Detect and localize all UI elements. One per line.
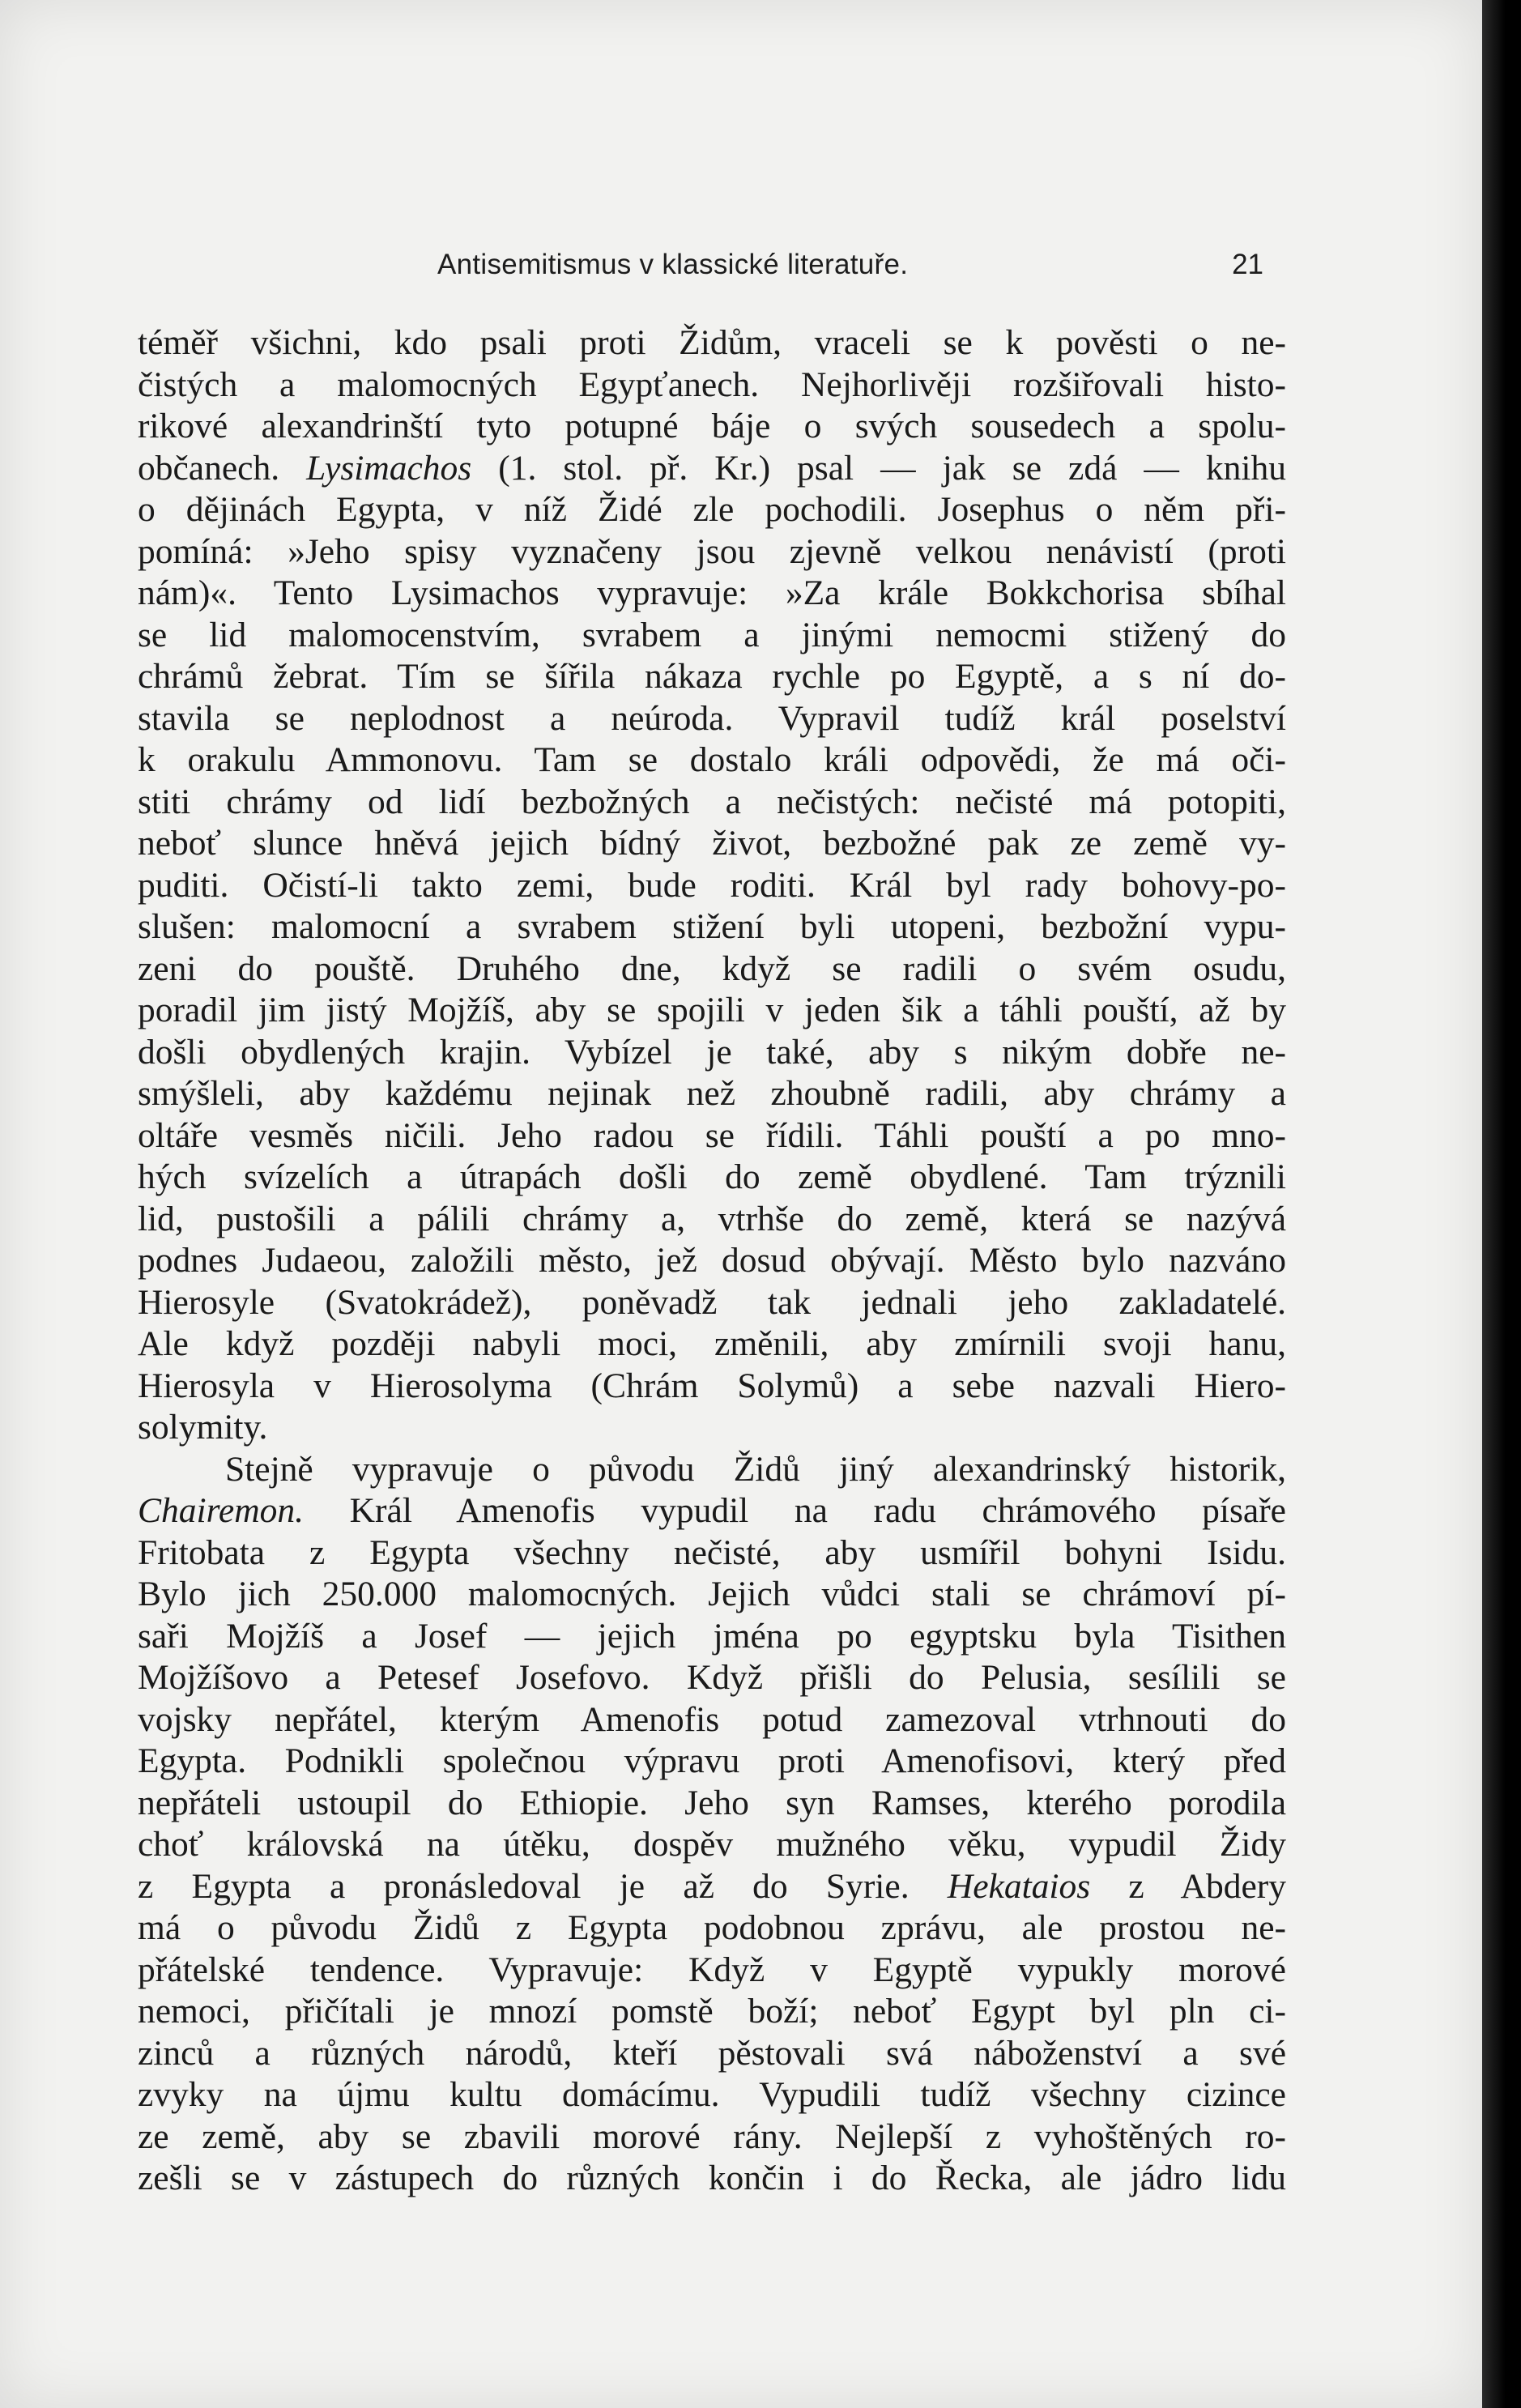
text-segment: smýšleli, aby každému nejinak než zhoubně radili, aby chrámy a: [138, 1074, 1286, 1113]
text-line: [138, 1783, 1286, 1825]
text-line: [138, 2116, 1286, 2159]
text-line: [138, 1991, 1286, 2033]
text-segment: má o původu Židů z Egypta podobnou zprávu, ale prostou ne-: [138, 1908, 1286, 1947]
text-line: [138, 1574, 1286, 1616]
scan-edge: [1482, 0, 1521, 2408]
text-line: [138, 948, 1286, 991]
text-line: [138, 1950, 1286, 1992]
text-segment: Král Amenofis vypudil na radu chrámového písaře: [304, 1491, 1286, 1530]
text-line: [138, 2033, 1286, 2075]
text-line: [138, 1657, 1286, 1699]
text-line: [138, 1157, 1286, 1199]
text-segment: stiti chrámy od lidí bezbožných a nečistých: nečisté má potopiti,: [138, 782, 1286, 821]
text-line: [138, 2158, 1286, 2200]
text-line: [138, 1741, 1286, 1783]
text-segment: Ale když později nabyli moci, změnili, aby zmírnili svoji hanu,: [138, 1324, 1286, 1363]
text-line: [138, 531, 1286, 573]
text-segment: přátelské tendence. Vypravuje: Když v Egyptě vypukly morové: [138, 1950, 1286, 1989]
text-segment: choť královská na útěku, dospěv mužného věku, vypudil Židy: [138, 1825, 1286, 1864]
text-line: [138, 1073, 1286, 1115]
text-line: [138, 1282, 1286, 1324]
text-segment: čistých a malomocných Egypťanech. Nejhorlivěji rozšiřovali histo-: [138, 364, 1286, 404]
text-segment: Stejně vypravuje o původu Židů jiný alexandrinský historik,: [225, 1449, 1286, 1489]
text-segment: hých svízelích a útrapách došli do země obydlené. Tam trýznili: [138, 1157, 1286, 1196]
text-line: [138, 1407, 1286, 1449]
text-segment: Bylo jich 250.000 malomocných. Jejich vůdci stali se chrámoví pí-: [138, 1575, 1286, 1613]
text-line: [138, 573, 1286, 615]
text-line: [138, 906, 1286, 948]
text-line: [138, 2074, 1286, 2116]
text-segment: solymity.: [138, 1408, 268, 1447]
text-line: [138, 364, 1286, 407]
text-line: [138, 698, 1286, 740]
text-line: [138, 406, 1286, 448]
text-line: [138, 1532, 1286, 1575]
text-segment: vojsky nepřátel, kterým Amenofis potud zamezoval vtrhnouti do: [138, 1699, 1286, 1739]
text-line: [138, 739, 1286, 782]
text-segment: podnes Judaeou, založili město, jež dosud obývají. Město bylo nazváno: [138, 1241, 1286, 1280]
text-segment: Fritobata z Egypta všechny nečisté, aby usmířil bohyni Isidu.: [138, 1532, 1286, 1572]
text-segment: ze země, aby se zbavili morové rány. Nejlepší z vyhoštěných ro-: [138, 2116, 1286, 2156]
text-line: [138, 322, 1286, 364]
text-segment: nepřáteli ustoupil do Ethiopie. Jeho syn Ramses, kterého porodila: [138, 1783, 1286, 1822]
text-segment: Egypta. Podnikli společnou výpravu proti Amenofisovi, který před: [138, 1741, 1286, 1780]
text-line: [138, 656, 1286, 698]
italic-name: Hekataios: [947, 1866, 1091, 1906]
text-segment: saři Mojžíš a Josef — jejich jména po egyptsku byla Tisithen: [138, 1616, 1286, 1656]
text-line: [138, 865, 1286, 907]
text-segment: se lid malomocenstvím, svrabem a jinými nemocmi stižený do: [138, 615, 1286, 654]
text-segment: zeni do pouště. Druhého dne, když se radili o svém osudu,: [138, 948, 1286, 988]
text-line: [138, 1366, 1286, 1408]
text-segment: Hierosyla v Hierosolyma (Chrám Solymů) a sebe nazvali Hiero-: [138, 1366, 1286, 1405]
text-segment: stavila se neplodnost a neúroda. Vypravil tudíž král poselství: [138, 698, 1286, 738]
text-line: [138, 1449, 1286, 1491]
text-segment: rikové alexandrinští tyto potupné báje o svých sousedech a spolu-: [138, 407, 1286, 445]
running-header: [437, 249, 1263, 289]
text-segment: nám)«. Tento Lysimachos vypravuje: »Za krále Bokkchorisa sbíhal: [138, 573, 1286, 612]
text-line: [138, 1824, 1286, 1866]
text-segment: neboť slunce hněvá jejich bídný život, bezbožné pak ze země vy-: [138, 824, 1286, 863]
italic-name: Lysimachos: [306, 448, 472, 488]
text-segment: Mojžíšovo a Petesef Josefovo. Když přišli do Pelusia, sesílili se: [138, 1658, 1286, 1697]
text-line: [138, 1115, 1286, 1157]
body-text: [138, 322, 1286, 2200]
text-line: [138, 448, 1286, 490]
text-line: [138, 1616, 1286, 1658]
text-segment: z Egypta a pronásledoval je až do Syrie.: [138, 1866, 948, 1906]
text-segment: puditi. Očistí-li takto zemi, bude roditi. Král byl rady bohovy-po-: [138, 865, 1286, 905]
text-segment: k orakulu Ammonovu. Tam se dostalo králi odpovědi, že má oči-: [138, 740, 1286, 779]
header-title: Antisemitismus v klassické literatuře.: [437, 249, 909, 280]
text-segment: pomíná: »Jeho spisy vyznačeny jsou zjevně velkou nenávistí (proti: [138, 531, 1286, 571]
text-segment: poradil jim jistý Mojžíš, aby se spojili v jeden šik a táhli pouští, až by: [138, 991, 1286, 1029]
text-segment: z Abdery: [1090, 1866, 1286, 1906]
text-line: [138, 1240, 1286, 1282]
text-line: [138, 1199, 1286, 1241]
text-line: [138, 782, 1286, 824]
text-segment: zvyky na újmu kultu domácímu. Vypudili tudíž všechny cizince: [138, 2075, 1286, 2114]
page-number: 21: [1232, 249, 1263, 280]
text-line: [138, 1032, 1286, 1074]
italic-name: Chairemon.: [138, 1491, 305, 1530]
text-line: [138, 489, 1286, 531]
text-line: [138, 1699, 1286, 1741]
text-segment: zinců a různých národů, kteří pěstovali svá náboženství a své: [138, 2033, 1286, 2073]
text-segment: (1. stol. př. Kr.) psal — jak se zdá — knihu: [471, 448, 1286, 488]
text-segment: lid, pustošili a pálili chrámy a, vtrhše do země, která se nazývá: [138, 1199, 1286, 1238]
text-line: [138, 1907, 1286, 1950]
text-segment: téměř všichni, kdo psali proti Židům, vraceli se k pověsti o ne-: [138, 323, 1286, 362]
text-segment: chrámů žebrat. Tím se šířila nákaza rychle po Egyptě, a s ní do-: [138, 657, 1286, 696]
text-line: [138, 1866, 1286, 1908]
text-line: [138, 1490, 1286, 1532]
text-segment: došli obydlených krajin. Vybízel je také, aby s nikým dobře ne-: [138, 1032, 1286, 1072]
text-segment: o dějinách Egypta, v níž Židé zle pochodili. Josephus o něm při-: [138, 490, 1286, 529]
text-line: [138, 823, 1286, 865]
text-line: [138, 615, 1286, 657]
text-line: [138, 990, 1286, 1032]
text-segment: nemoci, přičítali je mnozí pomstě boží; neboť Egypt byl pln ci-: [138, 1992, 1286, 2031]
text-segment: oltáře vesměs ničili. Jeho radou se řídili. Táhli pouští a po mno-: [138, 1115, 1286, 1155]
text-segment: slušen: malomocní a svrabem stižení byli utopeni, bezbožní vypu-: [138, 907, 1286, 946]
text-segment: Hierosyle (Svatokrádež), poněvadž tak jednali jeho zakladatelé.: [138, 1282, 1286, 1322]
text-segment: občanech.: [138, 448, 307, 488]
text-segment: zešli se v zástupech do různých končin i do Řecka, ale jádro lidu: [138, 2159, 1286, 2197]
text-line: [138, 1323, 1286, 1366]
